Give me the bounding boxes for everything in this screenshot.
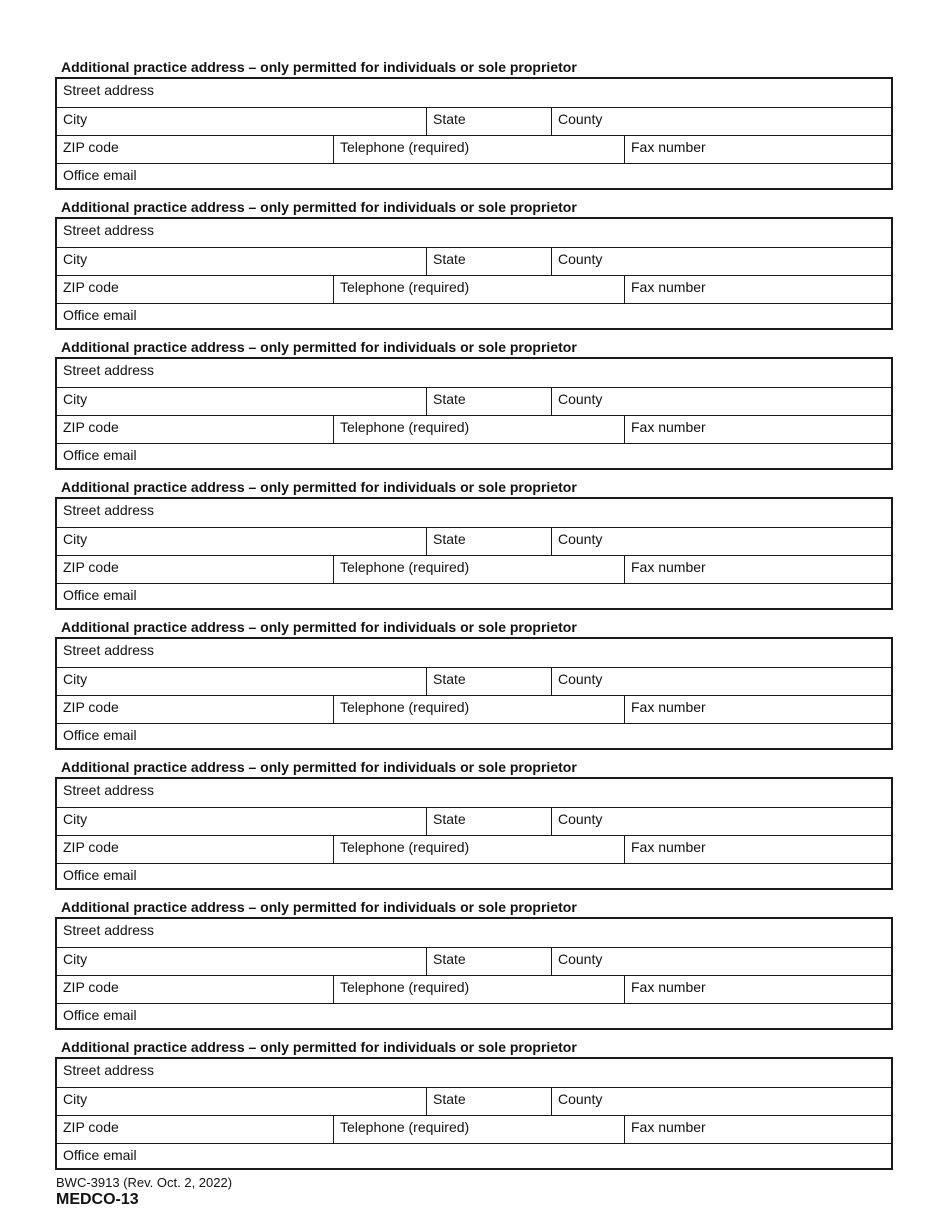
office-email-label: Office email [63,307,137,323]
street-address-label: Street address [63,502,155,518]
street-address-label: Street address [63,222,155,238]
address-box [55,917,893,1030]
county-field[interactable] [551,388,891,416]
city-label: City [63,1091,88,1107]
state-label: State [433,811,466,827]
city-row [57,107,891,136]
address-box [55,1057,893,1170]
office-email-field[interactable] [57,304,891,331]
telephone-field[interactable] [333,1116,624,1144]
street-row [57,79,891,107]
fax-number-field[interactable] [624,556,891,584]
contact-row [57,135,891,164]
practice-address-section [55,478,893,618]
office-email-label: Office email [63,447,137,463]
street-address-field[interactable] [57,79,891,107]
zip-code-label: ZIP code [63,839,119,855]
telephone-field[interactable] [333,276,624,304]
telephone-field[interactable] [333,556,624,584]
contact-row [57,415,891,444]
state-label: State [433,951,466,967]
fax-number-label: Fax number [631,559,706,575]
state-label: State [433,111,466,127]
street-address-label: Street address [63,82,155,98]
office-email-label: Office email [63,1147,137,1163]
email-row [57,1003,891,1031]
city-row [57,1087,891,1116]
street-row [57,1059,891,1087]
county-label: County [558,671,603,687]
street-address-label: Street address [63,362,155,378]
fax-number-field[interactable] [624,696,891,724]
fax-number-field[interactable] [624,416,891,444]
contact-row [57,835,891,864]
contact-row [57,975,891,1004]
address-box [55,77,893,190]
zip-code-label: ZIP code [63,279,119,295]
city-field[interactable] [57,528,426,556]
fax-number-label: Fax number [631,979,706,995]
form-number: BWC-3913 (Rev. Oct. 2, 2022) [56,1175,233,1190]
email-row [57,1143,891,1171]
practice-address-section [55,618,893,758]
email-row [57,163,891,191]
zip-code-field[interactable] [57,976,333,1004]
office-email-label: Office email [63,167,137,183]
city-label: City [63,251,88,267]
county-field[interactable] [551,808,891,836]
county-label: County [558,111,603,127]
office-email-field[interactable] [57,1144,891,1171]
fax-number-field[interactable] [624,136,891,164]
practice-address-section [55,1038,893,1178]
county-field[interactable] [551,528,891,556]
practice-address-section [55,198,893,338]
office-email-field[interactable] [57,1004,891,1031]
zip-code-label: ZIP code [63,559,119,575]
state-field[interactable] [426,388,551,416]
zip-code-field[interactable] [57,836,333,864]
street-row [57,499,891,527]
city-label: City [63,811,88,827]
fax-number-field[interactable] [624,276,891,304]
telephone-label: Telephone (required) [340,1119,470,1135]
street-address-field[interactable] [57,1059,891,1087]
state-label: State [433,251,466,267]
email-row [57,303,891,331]
address-form [55,58,893,1178]
zip-code-field[interactable] [57,276,333,304]
street-address-label: Street address [63,642,155,658]
state-field[interactable] [426,668,551,696]
city-field[interactable] [57,1088,426,1116]
city-field[interactable] [57,388,426,416]
email-row [57,583,891,611]
state-label: State [433,1091,466,1107]
city-label: City [63,111,88,127]
office-email-label: Office email [63,1007,137,1023]
zip-code-field[interactable] [57,1116,333,1144]
street-address-field[interactable] [57,639,891,667]
office-email-field[interactable] [57,584,891,611]
section-title: Additional practice address – only permitted for individuals or sole proprietor [61,479,577,495]
street-row [57,219,891,247]
contact-row [57,555,891,584]
street-address-field[interactable] [57,219,891,247]
telephone-field[interactable] [333,416,624,444]
state-label: State [433,391,466,407]
city-label: City [63,531,88,547]
county-field[interactable] [551,948,891,976]
street-row [57,779,891,807]
fax-number-label: Fax number [631,699,706,715]
street-address-field[interactable] [57,359,891,387]
email-row [57,863,891,891]
street-row [57,919,891,947]
city-field[interactable] [57,668,426,696]
telephone-label: Telephone (required) [340,139,470,155]
fax-number-label: Fax number [631,279,706,295]
state-field[interactable] [426,1088,551,1116]
address-box [55,217,893,330]
fax-number-label: Fax number [631,419,706,435]
fax-number-label: Fax number [631,139,706,155]
street-address-label: Street address [63,1062,155,1078]
zip-code-field[interactable] [57,696,333,724]
zip-code-label: ZIP code [63,1119,119,1135]
county-label: County [558,251,603,267]
city-row [57,807,891,836]
section-title: Additional practice address – only permitted for individuals or sole proprietor [61,59,577,75]
office-email-field[interactable] [57,164,891,191]
city-field[interactable] [57,108,426,136]
telephone-field[interactable] [333,696,624,724]
office-email-field[interactable] [57,724,891,751]
city-field[interactable] [57,248,426,276]
fax-number-label: Fax number [631,1119,706,1135]
address-box [55,497,893,610]
city-label: City [63,391,88,407]
telephone-field[interactable] [333,836,624,864]
form-code: MEDCO-13 [56,1191,139,1208]
zip-code-label: ZIP code [63,979,119,995]
zip-code-label: ZIP code [63,699,119,715]
office-email-label: Office email [63,727,137,743]
page-footer [56,1175,232,1209]
zip-code-field[interactable] [57,136,333,164]
state-field[interactable] [426,108,551,136]
zip-code-label: ZIP code [63,419,119,435]
section-title: Additional practice address – only permitted for individuals or sole proprietor [61,199,577,215]
county-field[interactable] [551,668,891,696]
street-address-label: Street address [63,782,155,798]
contact-row [57,695,891,724]
street-address-field[interactable] [57,919,891,947]
practice-address-section [55,338,893,478]
section-title: Additional practice address – only permitted for individuals or sole proprietor [61,619,577,635]
telephone-label: Telephone (required) [340,279,470,295]
city-field[interactable] [57,808,426,836]
contact-row [57,1115,891,1144]
telephone-label: Telephone (required) [340,419,470,435]
fax-number-label: Fax number [631,839,706,855]
practice-address-section [55,58,893,198]
telephone-label: Telephone (required) [340,839,470,855]
office-email-field[interactable] [57,864,891,891]
practice-address-section [55,898,893,1038]
county-label: County [558,391,603,407]
street-row [57,639,891,667]
zip-code-label: ZIP code [63,139,119,155]
email-row [57,723,891,751]
street-address-label: Street address [63,922,155,938]
office-email-field[interactable] [57,444,891,471]
fax-number-field[interactable] [624,836,891,864]
contact-row [57,275,891,304]
fax-number-field[interactable] [624,976,891,1004]
city-row [57,667,891,696]
city-row [57,247,891,276]
practice-address-section [55,758,893,898]
address-box [55,637,893,750]
county-label: County [558,811,603,827]
street-address-field[interactable] [57,499,891,527]
city-row [57,387,891,416]
address-box [55,777,893,890]
office-email-label: Office email [63,867,137,883]
city-label: City [63,671,88,687]
county-field[interactable] [551,108,891,136]
section-title: Additional practice address – only permitted for individuals or sole proprietor [61,899,577,915]
office-email-label: Office email [63,587,137,603]
county-field[interactable] [551,1088,891,1116]
section-title: Additional practice address – only permitted for individuals or sole proprietor [61,759,577,775]
address-box [55,357,893,470]
telephone-field[interactable] [333,976,624,1004]
county-label: County [558,951,603,967]
fax-number-field[interactable] [624,1116,891,1144]
email-row [57,443,891,471]
county-label: County [558,1091,603,1107]
state-field[interactable] [426,948,551,976]
city-label: City [63,951,88,967]
zip-code-field[interactable] [57,416,333,444]
state-field[interactable] [426,248,551,276]
city-row [57,947,891,976]
state-label: State [433,531,466,547]
zip-code-field[interactable] [57,556,333,584]
telephone-field[interactable] [333,136,624,164]
county-label: County [558,531,603,547]
section-title: Additional practice address – only permitted for individuals or sole proprietor [61,1039,577,1055]
section-title: Additional practice address – only permitted for individuals or sole proprietor [61,339,577,355]
county-field[interactable] [551,248,891,276]
city-row [57,527,891,556]
state-field[interactable] [426,808,551,836]
street-row [57,359,891,387]
telephone-label: Telephone (required) [340,699,470,715]
state-label: State [433,671,466,687]
state-field[interactable] [426,528,551,556]
telephone-label: Telephone (required) [340,979,470,995]
city-field[interactable] [57,948,426,976]
telephone-label: Telephone (required) [340,559,470,575]
street-address-field[interactable] [57,779,891,807]
